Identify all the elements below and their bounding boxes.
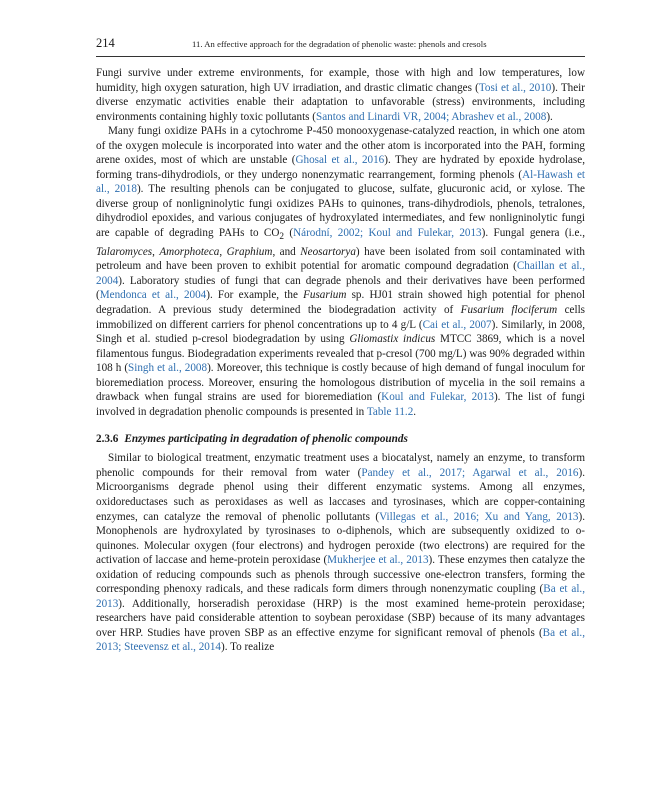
genus-name: Graphium [226, 245, 273, 258]
genus-name: Neosartorya [300, 245, 356, 258]
running-title: 11. An effective approach for the degradation of phenolic waste: phenols and cresols [192, 39, 487, 49]
paragraph-2: Many fungi oxidize PAHs in a cytochrome P-450 monooxygenase-catalyzed reaction, in which one atom of the oxygen molecule is incorporated into water and the other atom is incorporated into the PAH, forming arene oxides, most of which are unstable (Ghosal et al., 2016). They are hydrated by epoxide hydrolase, forming trans-dihydrodiols, or they undergo nonenzymatic rearrangement, forming phenols (Al-Hawash et al., 2018). The resulting phenols can be conjugated to glucose, sulfate, glucuronic acid, or xylose. The diverse group of nonligninolytic fungi oxidizes PAHs to quinones, trans-dihydrodiols, phenols, tetralones, dihydrodiol epoxides, and various conjugates of hydroxylated intermediates, and few nonligninolytic fungi are capable of degrading PAHs to $CO_2$ (Národní, 2002; Koul and Fulekar, 2013). Fungal genera (i.e., Talaromyces, Amorphoteca, Graphium, and Neosartorya) have been isolated from soil contaminated with petroleum and have been proven to exhibit potential for aromatic compound degradation (Chaillan et al., 2004). Laboratory studies of fungi that can degrade phenols and their derivatives have been performed (Mendonca et al., 2004). For example, the Fusarium sp. HJ01 strain showed high potential for phenol degradation. A previous study determined the biodegradation activity of Fusarium flociferum cells immobilized on different carriers for phenol concentrations up to 4 g/L (Cai et al., 2007). Similarly, in 2008, Singh et al. studied p-cresol biodegradation by using Gliomastix indicus MTCC 3869, which is a novel filamentous fungus. Biodegradation experiments revealed that p-cresol (700 mg/L) was 90% degraded within 108 h (Singh et al., 2008). Moreover, this technique is costly because of high demand of fungal inoculum for bioremediation process. Moreover, ensuring the homologous distribution of mycelia in the soil remains a drawback when fungal strains are used for bioremediation (Koul and Fulekar, 2013). The list of fungi involved in degradation phenolic compounds is presented in Table 11.2. [96, 125, 585, 418]
citation-link[interactable]: Ba et al., 2013; Steevensz et al., 2014 [96, 626, 585, 654]
genus-name: Talaromyces [96, 245, 153, 258]
running-header [96, 36, 585, 56]
citation-link[interactable]: Villegas et al., 2016; Xu and Yang, 2013 [379, 510, 579, 523]
citation-link[interactable]: Mendonca et al., 2004 [99, 289, 207, 302]
genus-name: Amorphoteca [159, 245, 220, 258]
citation-link[interactable]: Mukherjee et al., 2013 [327, 554, 429, 567]
citation-link[interactable]: Národní, 2002; Koul and Fulekar, 2013 [293, 227, 482, 240]
citation-link[interactable]: Cai et al., 2007 [422, 318, 492, 331]
section-title: Enzymes participating in degradation of phenolic compounds [124, 433, 408, 446]
subscript: 2 [279, 232, 285, 243]
table-reference-link[interactable]: Table 11.2 [366, 405, 414, 418]
species-name: Gliomastix indicus [349, 333, 436, 346]
genus-name: Fusarium [303, 289, 347, 302]
paragraph-1: Fungi survive under extreme environments, for example, those with high and low temperatures, low humidity, high oxygen saturation, high UV irradiation, and drastic climatic changes (Tosi et al., 2010). Their diverse enzymatic activities enable their adaptation to unfavorable (stress) environments, including environments containing highly toxic pollutants (Santos and Linardi VR, 2004; Abrashev et al., 2008). [96, 67, 585, 123]
body-text [96, 66, 585, 655]
citation-link[interactable]: Chaillan et al., 2004 [96, 260, 585, 287]
species-name: Fusarium flociferum [460, 303, 558, 316]
citation-link[interactable]: Santos and Linardi VR, 2004; Abrashev et al., 2008 [316, 110, 547, 123]
citation-link[interactable]: Al-Hawash et al., 2018 [96, 168, 585, 196]
section-heading [96, 432, 585, 446]
citation-link[interactable]: Pandey et al., 2017; Agarwal et al., 2016 [361, 466, 579, 479]
header-rule [96, 56, 585, 57]
citation-link[interactable]: Ba et al., 2013 [96, 583, 585, 610]
citation-link[interactable]: Ghosal et al., 2016 [295, 154, 385, 167]
page-number: 214 [96, 36, 115, 50]
paragraph-3: Similar to biological treatment, enzymatic treatment uses a biocatalyst, namely an enzyme, to transform phenolic compounds for their removal from water (Pandey et al., 2017; Agarwal et al., 2016). Microorganisms degrade phenol using their different enzymatic systems. Among all enzymes, oxidoreductases such as peroxidases as well as laccases and tyrosinases, which are copper-containing enzymes, can catalyze the removal of phenolic pollutants (Villegas et al., 2016; Xu and Yang, 2013). Monophenols are hydroxylated by tyrosinases to o-diphenols, which are subsequently oxidized to o-quinones. Molecular oxygen (four electrons) and hydrogen peroxide (two electrons) are required for the activation of laccase and heme-protein peroxidase (Mukherjee et al., 2013). These enzymes then catalyze the oxidation of reducing compounds such as phenols through successive one-electron transfers, forming the corresponding phenoxy radicals, and these radicals form dimers through nonenzymatic coupling (Ba et al., 2013). Additionally, horseradish peroxidase (HRP) is the most examined heme-protein peroxidase; researchers have paid considerable attention to soybean peroxidase (SBP) because of its many advantages over HRP. Studies have proven SBP as an effective enzyme for significant removal of phenols (Ba et al., 2013; Steevensz et al., 2014). To realize [96, 452, 585, 654]
page [96, 36, 585, 655]
citation-link[interactable]: Tosi et al., 2010 [478, 81, 552, 94]
citation-link[interactable]: Koul and Fulekar, 2013 [381, 391, 494, 404]
citation-link[interactable]: Singh et al., 2008 [128, 362, 208, 375]
section-number: 2.3.6 [96, 433, 119, 446]
